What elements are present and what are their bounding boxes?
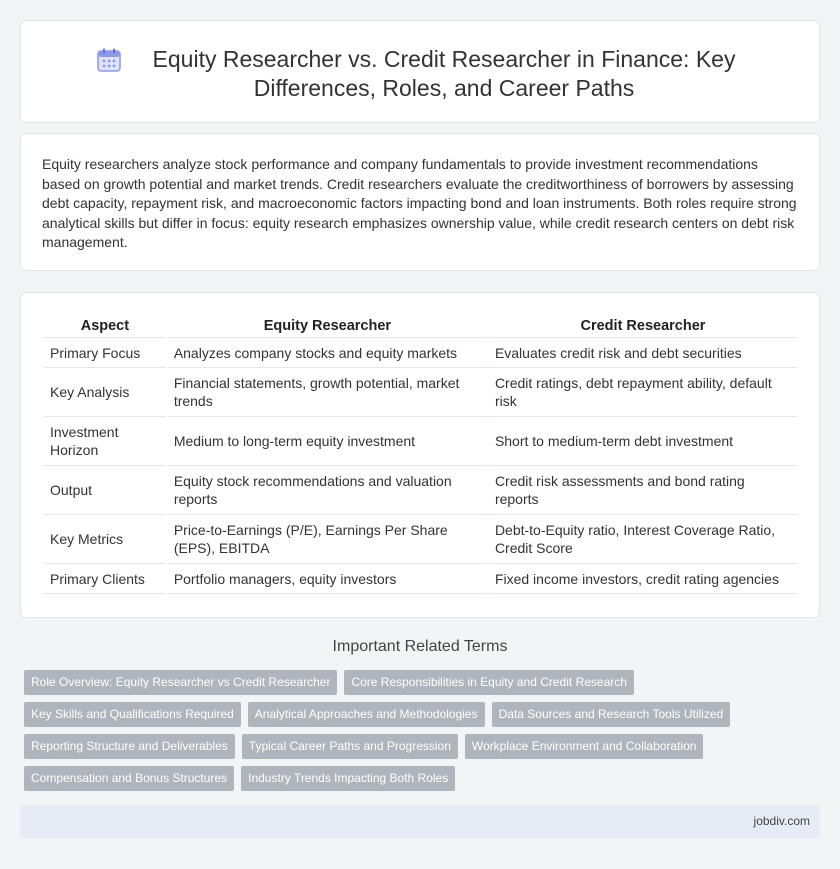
title-wrap bbox=[21, 45, 819, 103]
intro-card bbox=[20, 133, 820, 271]
cell-equity: Analyzes company stocks and equity markets bbox=[168, 338, 487, 368]
table-row bbox=[44, 564, 797, 594]
footer bbox=[20, 805, 820, 838]
cell-aspect: Output bbox=[44, 466, 166, 515]
cell-credit: Short to medium-term debt investment bbox=[489, 417, 797, 466]
cell-credit: Credit risk assessments and bond rating reports bbox=[489, 466, 797, 515]
table-row bbox=[44, 515, 797, 564]
related-terms-tags bbox=[24, 670, 814, 798]
related-tag[interactable]: Data Sources and Research Tools Utilized bbox=[492, 702, 731, 727]
cell-aspect: Primary Clients bbox=[44, 564, 166, 594]
header-equity: Equity Researcher bbox=[168, 315, 487, 338]
tag-row bbox=[24, 702, 814, 727]
cell-aspect: Primary Focus bbox=[44, 338, 166, 368]
page-title: Equity Researcher vs. Credit Researcher in Finance: Key Differences, Roles, and Career Paths bbox=[152, 46, 736, 101]
cell-aspect: Key Metrics bbox=[44, 515, 166, 564]
cell-credit: Fixed income investors, credit rating agencies bbox=[489, 564, 797, 594]
calendar-icon bbox=[96, 47, 122, 73]
header-card bbox=[20, 20, 820, 123]
cell-equity: Financial statements, growth potential, market trends bbox=[168, 368, 487, 417]
cell-aspect: Investment Horizon bbox=[44, 417, 166, 466]
related-tag[interactable]: Key Skills and Qualifications Required bbox=[24, 702, 241, 727]
cell-equity: Equity stock recommendations and valuation reports bbox=[168, 466, 487, 515]
related-tag[interactable]: Industry Trends Impacting Both Roles bbox=[241, 766, 455, 791]
comparison-table bbox=[42, 315, 799, 594]
table-header-row bbox=[44, 315, 797, 338]
cell-aspect: Key Analysis bbox=[44, 368, 166, 417]
cell-equity: Portfolio managers, equity investors bbox=[168, 564, 487, 594]
cell-credit: Debt-to-Equity ratio, Interest Coverage Ratio, Credit Score bbox=[489, 515, 797, 564]
footer-site-link[interactable]: jobdiv.com bbox=[753, 814, 810, 828]
related-tag[interactable]: Analytical Approaches and Methodologies bbox=[248, 702, 485, 727]
cell-equity: Medium to long-term equity investment bbox=[168, 417, 487, 466]
cell-equity: Price-to-Earnings (P/E), Earnings Per Share (EPS), EBITDA bbox=[168, 515, 487, 564]
table-row bbox=[44, 368, 797, 417]
header-credit: Credit Researcher bbox=[489, 315, 797, 338]
table-row bbox=[44, 417, 797, 466]
intro-paragraph: Equity researchers analyze stock performance and company fundamentals to provide investment recommendations based on growth potential and market trends. Credit researchers evaluate the creditworthiness of borrowers by assessing debt capacity, repayment risk, and macroeconomic factors impacting bond and loan instruments. Both roles require strong analytical skills but differ in focus: equity research emphasizes ownership value, while credit research centers on debt risk management. bbox=[42, 156, 797, 251]
related-tag[interactable]: Role Overview: Equity Researcher vs Credit Researcher bbox=[24, 670, 337, 695]
tag-row bbox=[24, 766, 814, 791]
tag-row bbox=[24, 734, 814, 759]
related-tag[interactable]: Typical Career Paths and Progression bbox=[242, 734, 458, 759]
cell-credit: Credit ratings, debt repayment ability, default risk bbox=[489, 368, 797, 417]
related-terms-title: Important Related Terms bbox=[332, 638, 508, 655]
related-tag[interactable]: Reporting Structure and Deliverables bbox=[24, 734, 235, 759]
table-row bbox=[44, 338, 797, 368]
related-tag[interactable]: Core Responsibilities in Equity and Credit Research bbox=[344, 670, 633, 695]
cell-credit: Evaluates credit risk and debt securities bbox=[489, 338, 797, 368]
related-tag[interactable]: Workplace Environment and Collaboration bbox=[465, 734, 704, 759]
related-tag[interactable]: Compensation and Bonus Structures bbox=[24, 766, 234, 791]
table-row bbox=[44, 466, 797, 515]
header-aspect: Aspect bbox=[44, 315, 166, 338]
comparison-table-card bbox=[20, 292, 820, 618]
tag-row bbox=[24, 670, 814, 695]
